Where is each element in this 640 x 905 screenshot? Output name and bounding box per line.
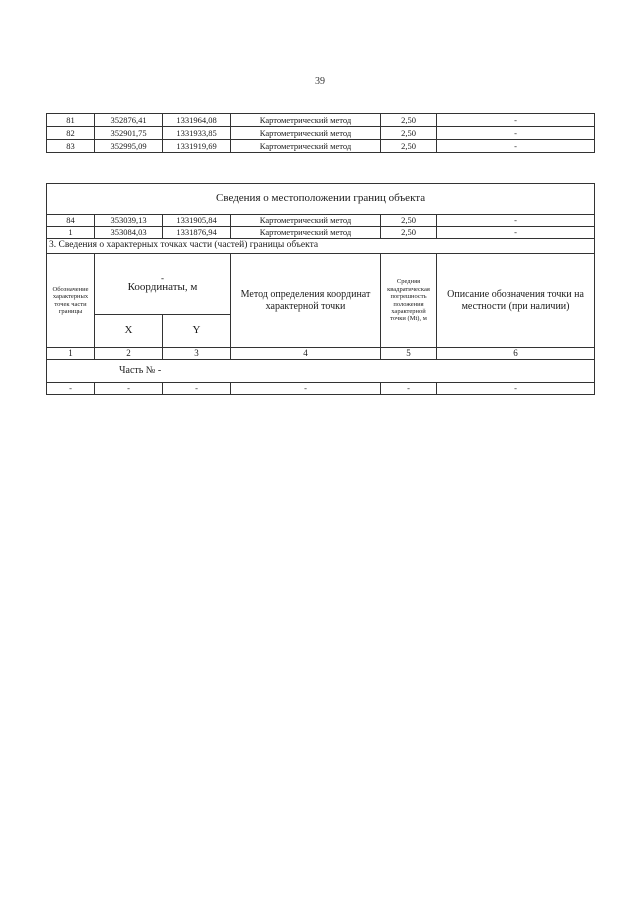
coord-y: - (163, 383, 231, 395)
table-row (47, 127, 595, 140)
boundary-location-table (46, 183, 595, 395)
coord-y: 1331876,94 (163, 227, 231, 239)
column-number: 1 (47, 348, 95, 360)
point-number: 84 (47, 215, 95, 227)
header-x: X (95, 315, 163, 348)
table-row (47, 383, 595, 395)
accuracy: 2,50 (381, 114, 437, 127)
part-label: Часть № - (47, 360, 595, 383)
header-coordinates-label: Координаты, м (127, 281, 198, 294)
method: Картометрический метод (231, 227, 381, 239)
header-point-label: Обозначение характерных точек части границы (47, 254, 95, 348)
accuracy: 2,50 (381, 140, 437, 153)
point-number: 81 (47, 114, 95, 127)
coord-x: 352876,41 (95, 114, 163, 127)
column-number: 4 (231, 348, 381, 360)
coord-y: 1331933,85 (163, 127, 231, 140)
method: Картометрический метод (231, 127, 381, 140)
coord-y: 1331905,84 (163, 215, 231, 227)
point-number: - (47, 383, 95, 395)
description: - (437, 127, 595, 140)
header-coordinates (95, 254, 231, 315)
column-number: 6 (437, 348, 595, 360)
point-number: 83 (47, 140, 95, 153)
part-row (47, 360, 595, 383)
description: - (437, 383, 595, 395)
coord-y: 1331919,69 (163, 140, 231, 153)
table-row (47, 215, 595, 227)
accuracy: 2,50 (381, 215, 437, 227)
method: Картометрический метод (231, 140, 381, 153)
description: - (437, 140, 595, 153)
coord-x: 353084,03 (95, 227, 163, 239)
header-accuracy: Средняя квадратическая погрешность положения характерной точки (Мt), м (381, 254, 437, 348)
method: Картометрический метод (231, 114, 381, 127)
accuracy: 2,50 (381, 227, 437, 239)
accuracy: - (381, 383, 437, 395)
section-heading: 3. Сведения о характерных точках части (частей) границы объекта (47, 239, 595, 254)
table-row (47, 114, 595, 127)
table-row (47, 227, 595, 239)
coord-x: - (95, 383, 163, 395)
description: - (437, 227, 595, 239)
coord-y: 1331964,08 (163, 114, 231, 127)
coordinates-table-continuation (46, 113, 595, 153)
table-row (47, 140, 595, 153)
table-title-row (47, 184, 595, 215)
section-heading-row (47, 239, 595, 254)
header-row-top (47, 254, 595, 315)
description: - (437, 215, 595, 227)
point-number: 1 (47, 227, 95, 239)
header-y: Y (163, 315, 231, 348)
method: Картометрический метод (231, 215, 381, 227)
column-number: 5 (381, 348, 437, 360)
point-number: 82 (47, 127, 95, 140)
coord-x: 352995,09 (95, 140, 163, 153)
page-number: 39 (315, 76, 325, 87)
column-number: 3 (163, 348, 231, 360)
method: - (231, 383, 381, 395)
table-title: Сведения о местоположении границ объекта (47, 184, 595, 215)
description: - (437, 114, 595, 127)
header-description: Описание обозначения точки на местности (при наличии) (437, 254, 595, 348)
column-number: 2 (95, 348, 163, 360)
accuracy: 2,50 (381, 127, 437, 140)
column-numbers-row (47, 348, 595, 360)
coord-x: 352901,75 (95, 127, 163, 140)
coord-x: 353039,13 (95, 215, 163, 227)
header-coordinates-dash: - (161, 273, 164, 284)
header-method: Метод определения координат характерной точки (231, 254, 381, 348)
